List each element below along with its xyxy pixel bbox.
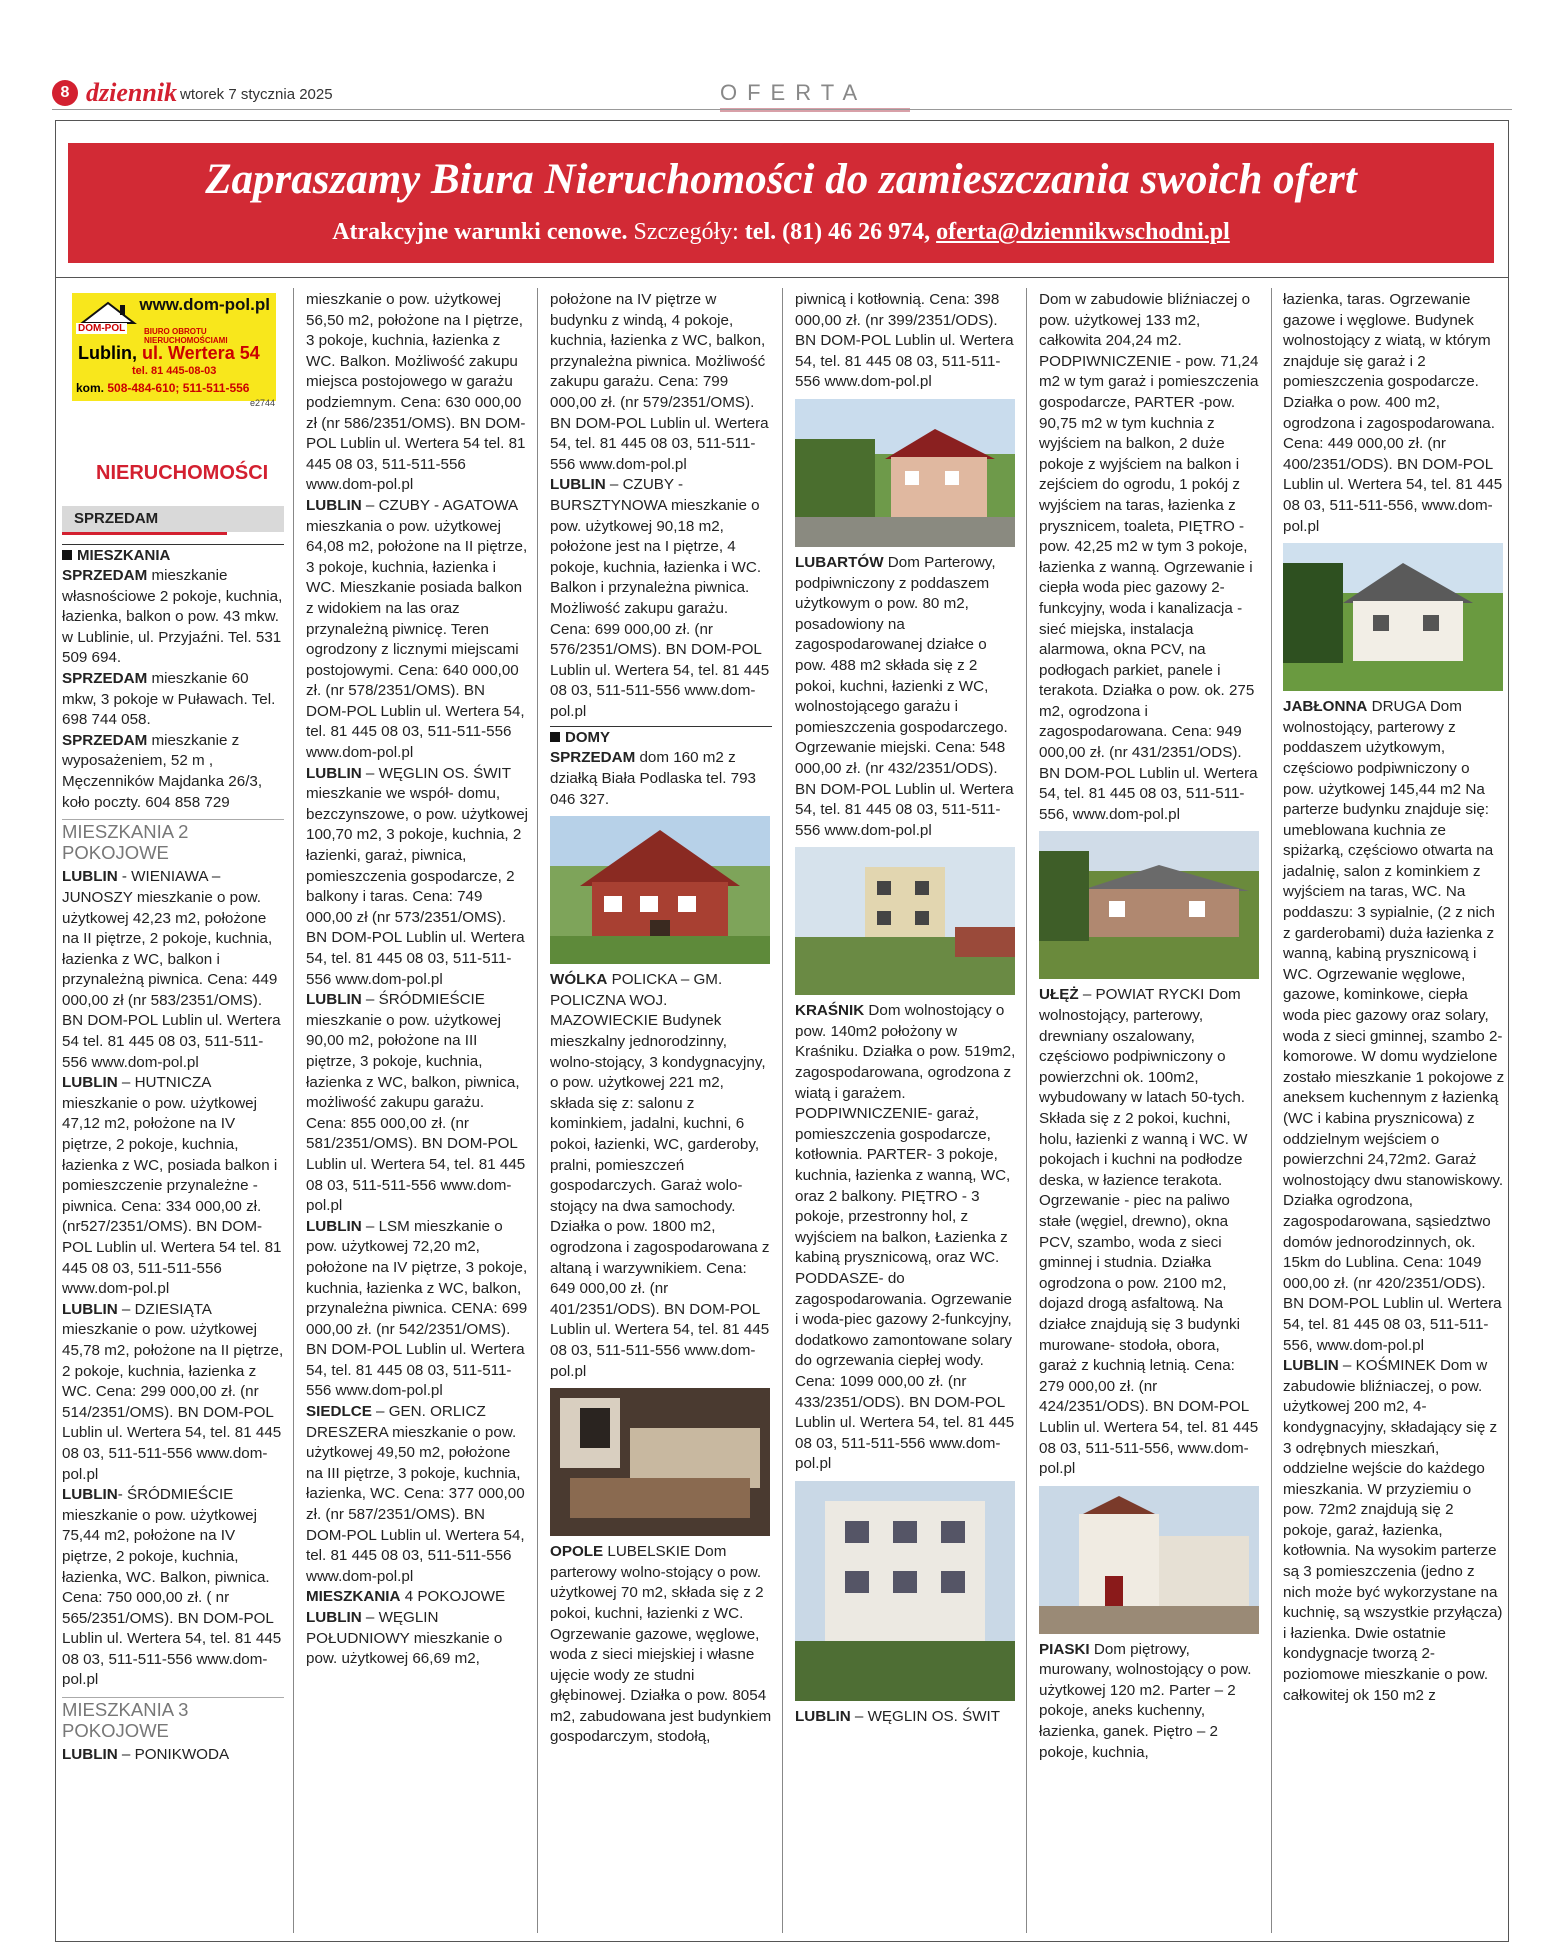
column-1 — [62, 540, 284, 1766]
listing-photo — [795, 847, 1017, 995]
listing-entry: położone na IV piętrze w budynku z windą, 4 pokoje, kuchnia, łazienka z WC, balkon, przynależna piwnica. Możliwość zakupu garażu. Cena: 799 000,00 zł. (nr 579/2351/OMS). BN DOM-POL Lublin ul. Wertera 54, tel. 81 445 08 03, 511-511-556 www.dom-pol.pl — [550, 291, 769, 473]
listing-entry: LUBLIN – ŚRÓDMIEŚCIE mieszkanie o pow. użytkowej 90,00 m2, położone na III piętrze, 3 pokoje, kuchnia, łazienka z WC, balkon, piwnica, możliwość zakupu garażu. Cena: 855 000,00 zł. (nr 581/2351/OMS). BN DOM-POL Lublin ul. Wertera 54, tel. 81 445 08 03, 511-511-556 www.dom-pol.pl — [306, 991, 526, 1215]
sale-section-accent — [62, 532, 227, 535]
page-number: 8 — [52, 80, 78, 106]
listing-entry: SPRZEDAM mieszkanie własnościowe 2 pokoje, kuchnia, łazienka, balkon o pow. 43 mkw. w Lublinie, ul. Przyjaźni. Tel. 531 509 694. — [62, 567, 283, 667]
listing-photo — [1039, 1486, 1261, 1634]
listing-entry: LUBLIN- ŚRÓDMIEŚCIE mieszkanie o pow. użytkowej 75,44 m2, położone na IV piętrze, 2 pokoje, kuchnia, łazienka, WC. Balkon, piwnica. Cena: 750 000,00 zł. ( nr 565/2351/OMS). BN DOM-POL Lublin ul. Wertera 54, tel. 81 445 08 03, 511-511-556 www.dom-pol.pl — [62, 1486, 282, 1689]
column-6 — [1283, 290, 1505, 1706]
listing-entry: SPRZEDAM dom 160 m2 z działką Biała Podlaska tel. 793 046 327. — [550, 749, 757, 808]
subhead-2-pokojowe: MIESZKANIA 2 POKOJOWE — [62, 819, 284, 863]
listing-entry: piwnicą i kotłownią. Cena: 398 000,00 zł. (nr 399/2351/ODS). BN DOM-POL Lublin ul. Wertera 54, tel. 81 445 08 03, 511-511-556 www.dom-pol.pl — [795, 291, 1014, 391]
ad-mobile — [76, 381, 249, 395]
listing-entry: łazienka, taras. Ogrzewanie gazowe i węglowe. Budynek wolnostojący z wiatą, w którym znajduje się garaż i 2 pomieszczenia gospodarcze. Działka o pow. 400 m2, ogrodzona i zagospodarowana. Cena: 449 000,00 zł. (nr 400/2351/ODS). BN DOM-POL Lublin ul. Wertera 54, tel. 81 445 08 03, 511-511-556, www.dom-pol.pl — [1283, 291, 1503, 535]
brand-logo: dziennik — [86, 78, 178, 107]
listing-entry: JABŁONNA DRUGA Dom wolnostojący, parterowy z poddaszem użytkowym, częściowo podpiwniczony o pow. użytkowej 145,44 m2 Na parterze budynku znajduje się: umeblowana kuchnia ze spiżarką, częściowo otwarta na jadalnię, salon z kominkiem z wyjściem na taras, WC. Na poddaszu: 3 sypialnie, (2 z nich z garderobami) duża łazienka z wanną, kabiną prysznicową i WC. Ogrzewanie węglowe, gazowe, kominkowe, ciepła woda piec gazowy oraz solary, woda z sieci gminnej, szambo 2-komorowe. W domu wydzielone zostało mieszkanie 1 pokojowe z aneksem kuchennym z łazienką (WC i kabina prysznicowa) z oddzielnym wejściem o powierzchni 24,72m2. Garaż wolnostojący dwu stanowiskowy. Działka ogrodzona, zagospodarowana, sąsiedztwo domów jednorodzinnych, ok. 15km do Lublina. Cena: 1049 000,00 zł. (nr 420/2351/ODS). BN DOM-POL Lublin ul. Wertera 54, tel. 81 445 08 03, 511-511-556, www.dom-pol.pl — [1283, 698, 1505, 1354]
ad-mobile-label: kom. — [76, 381, 105, 395]
listing-photo — [550, 816, 772, 964]
ad-street: ul. Wertera 54 — [142, 343, 260, 363]
listing-photo — [795, 399, 1017, 547]
sale-section-bar — [62, 506, 284, 532]
subhead-domy: DOMY — [550, 726, 772, 746]
banner-phone: tel. (81) 46 26 974, — [744, 219, 931, 245]
column-2 — [306, 290, 528, 1670]
sale-section-label: SPRZEDAM — [74, 510, 159, 527]
listing-photo — [1283, 543, 1505, 691]
banner-email-link[interactable]: oferta@dziennikwschodni.pl — [936, 219, 1230, 245]
column-divider — [293, 288, 294, 1933]
column-5 — [1039, 290, 1261, 1763]
listing-entry: LUBLIN – WĘGLIN OS. ŚWIT mieszkanie we współ- domu, bezczynszowe, o pow. użytkowej 100,70 m2, 3 pokoje, kuchnia, 2 łazienki, garaż, piwnica, pomieszczenia gospodarcze, 2 balkony i taras. Cena: 749 000,00 zł (nr 573/2351/OMS). BN DOM-POL Lublin ul. Wertera 54, tel. 81 445 08 03, 511-511-556 www.dom-pol.pl — [306, 764, 529, 988]
ad-code: e2744 — [250, 398, 276, 408]
listing-photo — [1039, 831, 1261, 979]
column-divider — [1026, 288, 1027, 1933]
listing-entry: UŁĘŻ – POWIAT RYCKI Dom wolnostojący, parterowy, drewniany oszalowany, częściowo podpiwniczony o powierzchni ok. 100m2, wybudowany w latach 50-tych. Składa się z 2 pokoi, kuchni, holu, łazienki z wanną i WC. W pokojach i kuchni na podłodze deska, w łazience terakota. Ogrzewanie - piec na paliwo stałe (węgiel, drewno), okna PCV, szambo, woda z sieci gminnej i studnia. Działka ogrodzona o pow. 2100 m2, dojazd drogą asfaltową. Na działce znajdują się 3 budynki murowane- stodoła, obora, garaż z kuchnią letnią. Cena: 279 000,00 zł. (nr 424/2351/ODS). BN DOM-POL Lublin ul. Wertera 54, tel. 81 445 08 03, 511-511-556, www.dom-pol.pl — [1039, 986, 1259, 1478]
banner-title: Zapraszamy Biura Nieruchomości do zamieszczania swoich ofert — [205, 156, 1357, 203]
listing-entry: LUBLIN - WIENIAWA – JUNOSZY mieszkanie o pow. użytkowej 42,23 m2, położone na II piętrze, 2 pokoje, kuchnia, łazienka z WC, balkon i przynależną piwnica. Cena: 449 000,00 zł (nr 583/2351/OMS). BN DOM-POL Lublin ul. Wertera 54 tel. 81 445 08 03, 511-511-556 www.dom-pol.pl — [62, 868, 281, 1071]
promo-banner — [68, 143, 1494, 263]
page-header — [52, 80, 1512, 112]
column-divider — [1271, 288, 1272, 1933]
header-rule — [52, 109, 1512, 110]
listing-entry: Dom w zabudowie bliźniaczej o pow. użytkowej 133 m2, całkowita 204,24 m2. PODPIWNICZENIE - pow. 71,24 m2 w tym garaż i pomieszczenia gospodarcze, PARTER -pow. 90,75 m2 w tym kuchnia z wyjściem na balkon, 2 duże pokoje z wyjściem na balkon i zejściem do ogrodu, 1 pokój z wyjściem na taras, łazienka z prysznicem, toaleta, PIĘTRO - pow. 42,25 m2 w tym 3 pokoje, łazienka z wanną. Ogrzewanie i ciepła woda piec gazowy 2-funkcyjny, woda i kanalizacja - sieć miejska, instalacja alarmowa, okna PCV, na podłogach parkiet, panele i terakota. Działka o pow. ok. 275 m2, ogrodzona i zagospodarowana. Cena: 949 000,00 zł. (nr 431/2351/ODS). BN DOM-POL Lublin ul. Wertera 54, tel. 81 445 08 03, 511-511-556, www.dom-pol.pl — [1039, 291, 1259, 823]
listing-entry: PIASKI Dom piętrowy, murowany, wolnostojący o pow. użytkowej 120 m2. Parter – 2 pokoje, aneks kuchenny, łazienka, ganek. Piętro – 2 pokoje, kuchnia, — [1039, 1640, 1252, 1761]
ad-tagline: BIURO OBROTU NIERUCHOMOŚCIAMI — [144, 327, 228, 345]
subhead-mieszkania: MIESZKANIA — [62, 544, 284, 564]
category-heading: NIERUCHOMOŚCI — [96, 462, 269, 484]
ad-address — [78, 343, 260, 364]
banner-lead: Atrakcyjne warunki cenowe. — [332, 219, 628, 245]
listing-entry: LUBLIN – CZUBY - BURSZTYNOWA mieszkanie o pow. użytkowej 90,18 m2, położone jest na I piętrze, 4 pokoje, kuchnia, łazienka i WC. Balkon i przynależna piwnica. Możliwość zakupu garażu. Cena: 699 000,00 zł. (nr 576/2351/OMS). BN DOM-POL Lublin ul. Wertera 54, tel. 81 445 08 03, 511-511-556 www.dom-pol.pl — [550, 476, 770, 720]
listing-entry: SPRZEDAM mieszkanie z wyposażeniem, 52 m , Męczenników Majdanka 26/3, koło poczty. 604 858 729 — [62, 731, 263, 811]
listing-entry: LUBLIN – DZIESIĄTA mieszkanie o pow. użytkowej 45,78 m2, położone na II piętrze, 2 pokoje, kuchnia, łazienka z WC. Cena: 299 000,00 zł. (nr 514/2351/OMS). BN DOM-POL Lublin ul. Wertera 54, tel. 81 445 08 03, 511-511-556 www.dom-pol.pl — [62, 1300, 284, 1483]
listing-entry: mieszkanie o pow. użytkowej 56,50 m2, położone na I piętrze, 3 pokoje, kuchnia, łazienka z WC. Balkon. Możliwość zakupu miejsca postojowego w garażu podziemnym. Cena: 630 000,00 zł (nr 586/2351/OMS). BN DOM-POL Lublin ul. Wertera 54 tel. 81 445 08 03, 511-511-556 www.dom-pol.pl — [306, 291, 526, 494]
listing-entry: LUBARTÓW Dom Parterowy, podpiwniczony z poddaszem użytkowym o pow. 80 m2, posadowiony na zagospodarowanej działce o pow. 488 m2 składa się z 2 pokoi, kuchni, łazienki z WC, wolnostojącego garażu i pomieszczenia gospodarczego. Ogrzewanie miejski. Cena: 548 000,00 zł. (nr 432/2351/ODS). BN DOM-POL Lublin ul. Wertera 54, tel. 81 445 08 03, 511-511-556 www.dom-pol.pl — [795, 553, 1014, 839]
section-title: OFERTA — [720, 80, 868, 105]
banner-rule — [55, 277, 1509, 278]
listing-entry: SPRZEDAM mieszkanie 60 mkw, 3 pokoje w Puławach. Tel. 698 744 058. — [62, 669, 276, 729]
listing-entry: LUBLIN – CZUBY - AGATOWA mieszkania o pow. użytkowej 64,08 m2, położone na II piętrze, 3 pokoje, kuchnia, łazienka i WC. Mieszkanie posiada balkon z widokiem na las oraz przynależną piwnicę. Teren ogrodzony z licznymi miejscami postojowymi. Cena: 640 000,00 zł. (nr 578/2351/OMS). BN DOM-POL Lublin ul. Wertera 54, tel. 81 445 08 03, 511-511-556 www.dom-pol.pl — [306, 496, 528, 762]
listing-photo — [550, 1388, 772, 1536]
ad-city: Lublin, — [78, 343, 137, 363]
dom-pol-advert[interactable] — [72, 293, 276, 401]
column-3 — [550, 290, 772, 1748]
listing-entry: LUBLIN – KOŚMINEK Dom w zabudowie bliźniaczej, o pow. użytkowej 200 m2, 4-kondygnacyjny, składający się z 3 odrębnych mieszkań, oddzielne wejście do każdego mieszkania. W przyziemiu o pow. 72m2 znajdują się 2 pokoje, garaż, łazienka, kotłownia. Na wysokim parterze są 3 pomieszczenia (jedno z nich może być wykorzystane na kuchnię, są wszystkie przyłącza) i łazienka. Dwie ostatnie kondygnacje tworzą 2-poziomowe mieszkanie o pow. całkowitej ok 150 m2 z — [1283, 1357, 1503, 1704]
subhead-4-pokojowe: MIESZKANIA 4 POKOJOWE — [306, 1588, 506, 1606]
ad-phone: tel. 81 445-08-03 — [132, 365, 217, 377]
ad-brand: DOM-POL — [78, 323, 126, 334]
listing-entry: SIEDLCE – GEN. ORLICZ DRESZERA mieszkanie o pow. użytkowej 49,50 m2, położone na III piętrze, 3 pokoje, kuchnia, łazienka, WC. Cena: 377 000,00 zł. (nr 587/2351/OMS). BN DOM-POL Lublin ul. Wertera 54, tel. 81 445 08 03, 511-511-556 www.dom-pol.pl — [306, 1403, 525, 1585]
issue-date: wtorek 7 stycznia 2025 — [180, 86, 333, 103]
banner-details: Szczegóły: — [633, 219, 739, 245]
ad-website: www.dom-pol.pl — [139, 295, 270, 314]
listing-entry: LUBLIN – HUTNICZA mieszkanie o pow. użytkowej 47,12 m2, położone na IV piętrze, 2 pokoje, kuchnia, łazienka z WC, posiada balkon i pomieszczenie przynależne - piwnica. Cena: 334 000,00 zł. (nr527/2351/OMS). BN DOM-POL Lublin ul. Wertera 54 tel. 81 445 08 03, 511-511-556 www.dom-pol.pl — [62, 1074, 282, 1298]
banner-subtitle — [68, 219, 1494, 246]
column-4 — [795, 290, 1017, 1728]
subhead-3-pokojowe: MIESZKANIA 3 POKOJOWE — [62, 1697, 284, 1741]
listing-entry: WÓLKA POLICKA – GM. POLICZNA WOJ. MAZOWIECKIE Budynek mieszkalny jednorodzinny, wolno-stojący, 3 kondygnacyjny, o pow. użytkowej 221 m2, składa się z: salonu z kominkiem, jadalni, kuchni, 6 pokoi, łazienki, WC, garderoby, pralni, pomieszczeń gospodarczych. Garaż wolo-stojący na dwa samochody. Działka o pow. 1800 m2, ogrodzona i zagospodarowana z altaną i warzywnikiem. Cena: 649 000,00 zł. (nr 401/2351/ODS). BN DOM-POL Lublin ul. Wertera 54, tel. 81 445 08 03, 511-511-556 www.dom-pol.pl — [550, 971, 770, 1380]
ad-mobile-numbers: 508-484-610; 511-511-556 — [107, 381, 250, 395]
listing-entry: LUBLIN – PONIKWODA — [62, 1746, 230, 1764]
column-divider — [782, 288, 783, 1933]
listing-entry: KRAŚNIK Dom wolnostojący o pow. 140m2 położony w Kraśniku. Działka o pow. 519m2, zagospodarowana, ogrodzona z wiatą i garażem. PODPIWNICZENIE- garaż, pomieszczenia gospodarcze, kotłownia. PARTER- 3 pokoje, kuchnia, łazienka z wanną, WC, oraz 2 balkony. PIĘTRO - 3 pokoje, przestronny hol, z wyjściem na balkon, Łazienka z kabiną prysznicową, oraz WC. PODDASZE- do zagospodarowania. Ogrzewanie i woda-piec gazowy 2-funkcyjny, dodatkowo zamontowane solary do ogrzewania ciepłej wody. Cena: 1099 000,00 zł. (nr 433/2351/ODS). BN DOM-POL Lublin ul. Wertera 54, tel. 81 445 08 03, 511-511-556 www.dom-pol.pl — [795, 1002, 1016, 1473]
listing-entry: LUBLIN – WĘGLIN POŁUDNIOWY mieszkanie o pow. użytkowej 66,69 m2, — [306, 1609, 503, 1668]
column-divider — [537, 288, 538, 1933]
listing-entry: LUBLIN – LSM mieszkanie o pow. użytkowej 72,20 m2, położone na IV piętrze, 3 pokoje, kuchnia, łazienka z WC, balkon, przynależna piwnica. CENA: 699 000,00 zł. (nr 542/2351/OMS). BN DOM-POL Lublin ul. Wertera 54, tel. 81 445 08 03, 511-511-556 www.dom-pol.pl — [306, 1217, 528, 1400]
listing-entry: OPOLE LUBELSKIE Dom parterowy wolno-stojący o pow. użytkowej 70 m2, składa się z 2 pokoi, kuchni, łazienki z WC. Ogrzewanie gazowe, węglowe, woda z sieci miejskiej i własne ujęcie wody ze studni głębinowej. Działka o pow. 8054 m2, zabudowana jest budynkiem gospodarczym, stodołą, — [550, 1543, 772, 1746]
listing-entry: LUBLIN – WĘGLIN OS. ŚWIT — [795, 1707, 1001, 1725]
listing-photo — [795, 1481, 1017, 1701]
